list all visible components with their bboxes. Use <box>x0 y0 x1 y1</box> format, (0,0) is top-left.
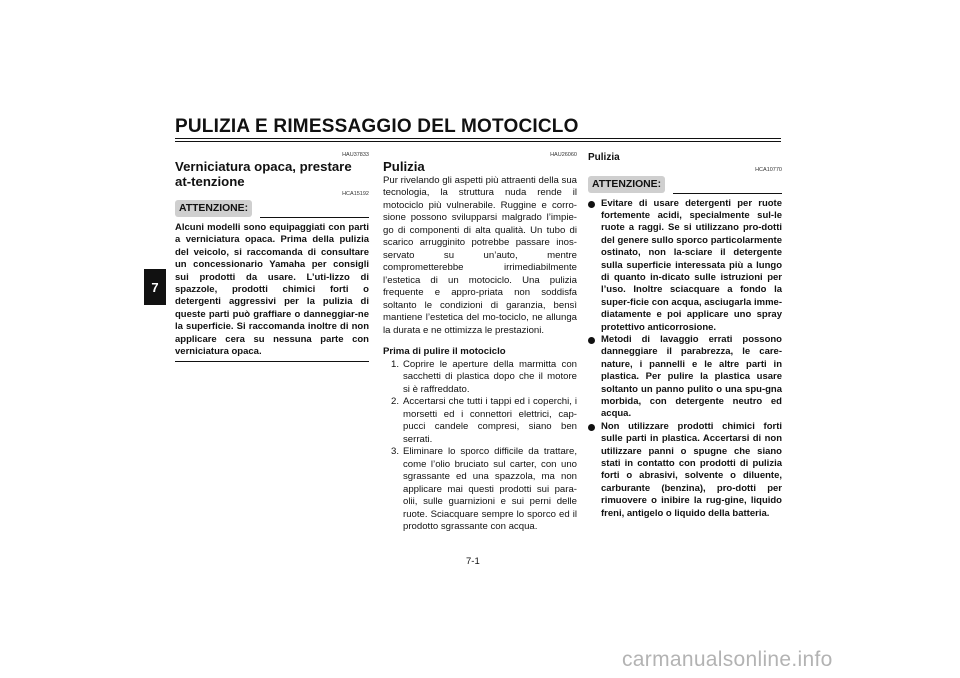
step-number: 3. <box>391 446 400 457</box>
chapter-tab: 7 <box>144 269 166 305</box>
bullet-icon <box>588 201 595 208</box>
bullet-icon <box>588 424 595 431</box>
caution-code: HCA15192 <box>342 191 369 197</box>
right-column <box>588 152 782 520</box>
intro-paragraph: Pur rivelando gli aspetti più attraenti della sua tecnologia, la struttura nuda rende il motociclo più vulnerabile. Ruggine e corro-sione possono svilupparsi malgrado l’impie-go di componenti di alta qualità. Un tubo di scarico arrugginito potrebbe passare inos-servato su un’auto, mentre comprometterebbe irrimediabilmente l’estetica di un motociclo. Una pulizia frequente e appro-priata non soddisfa soltanto le condizioni di garanzia, bensì mantiene l’estetica del mo-tociclo, ne allunga la durata e ne ottimizza le prestazioni. <box>383 174 577 336</box>
step-text: Accertarsi che tutti i tappi ed i coperchi, i morsetti ed i connettori elettrici, cap-pucci candele compresi, siano ben serrati. <box>403 396 577 445</box>
bullet-text: Non utilizzare prodotti chimici forti sulle parti in plastica. Accertarsi di non utilizzare panni o spugne che siano stati in contatto con prodotti di pulizia forti o abrasivi, solvente o diluente, carburante (benzina), pro-dotti per rimuovere o inibire la rug-gine, liquido freni, antigelo o liquido della batteria. <box>601 420 782 519</box>
attention-rule <box>260 217 369 218</box>
section-code: HAU37833 <box>342 152 369 158</box>
page-title: PULIZIA E RIMESSAGGIO DEL MOTOCICLO <box>175 116 579 137</box>
step-number: 1. <box>391 358 400 370</box>
attention-header <box>588 176 782 198</box>
subheading-before-cleaning: Prima di pulire il motociclo <box>383 346 506 357</box>
attention-rule <box>673 193 782 194</box>
list-item <box>588 198 782 334</box>
bullet-icon <box>588 337 595 344</box>
attention-badge: ATTENZIONE: <box>588 176 665 193</box>
step-text: Coprire le aperture della marmitta con sacchetti di plastica dopo che il motore si è raffreddato. <box>403 358 577 395</box>
bullet-text: Evitare di usare detergenti per ruote fortemente acidi, specialmente sul-le ruote a raggi. Se si utilizzano pro-dotti del genere sullo sporco particolarmente ostinato, non la-sciare il detergente sulla superficie interessata più a lungo di quanto in-dicato sulle istruzioni per l’uso. Inoltre sciacquare a fondo la super-ficie con acqua, asciugarla imme-diatamente e poi applicare uno spray protettivo anticorrosione. <box>601 197 782 333</box>
page-number: 7-1 <box>466 556 480 567</box>
section-heading-matte-paint: Verniciatura opaca, prestare at-tenzione <box>175 159 352 189</box>
header-rule-thin <box>175 141 781 142</box>
left-column <box>175 152 369 362</box>
subheading-cleaning: Pulizia <box>588 152 620 163</box>
bullet-text: Metodi di lavaggio errati possono danneggiare il parabrezza, le care-nature, i pannelli e le altre parti in plastica. Per pulire la plastica usare soltanto un panno pulito o una spu-gna morbida, con detergente neutro ed acqua. <box>601 333 782 420</box>
header-rule <box>175 138 781 139</box>
section-code: HAU26060 <box>550 152 577 158</box>
list-item <box>588 334 782 421</box>
caution-bullet-list <box>588 198 782 521</box>
list-item <box>383 359 577 397</box>
list-item <box>383 446 577 534</box>
step-number: 2. <box>391 396 400 407</box>
attention-end-rule <box>175 361 369 362</box>
attention-badge: ATTENZIONE: <box>175 200 252 217</box>
list-item <box>383 396 577 446</box>
steps-list <box>383 359 577 534</box>
list-item <box>588 421 782 520</box>
attention-header <box>175 200 369 222</box>
step-text: Eliminare lo sporco difficile da trattare, come l’olio bruciato sul carter, con uno sgrassante ed una spazzola, ma non applicare mai questi prodotti sui para-olii, sulle guarnizioni e sui perni delle ruote. Sciacquare sempre lo sporco ed il prodotto sgrassante con acqua. <box>403 446 577 532</box>
section-heading-cleaning: Pulizia <box>383 159 425 174</box>
middle-column <box>383 152 577 534</box>
caution-code: HCA10770 <box>755 166 782 173</box>
attention-text: Alcuni modelli sono equipaggiati con parti a verniciatura opaca. Prima della pulizia del veicolo, si raccomanda di consultare un concessionario Yamaha per consigli sui prodotti da usare. L’uti-lizzo di spazzole, prodotti chimici forti o detergenti aggressivi per la pulizia di queste parti può graffiare o danneggiar-ne la superficie. Si raccomanda inoltre di non applicare cera su nessuna parte con verniciatura opaca. <box>175 222 369 358</box>
watermark: carmanualsonline.info <box>622 648 833 671</box>
